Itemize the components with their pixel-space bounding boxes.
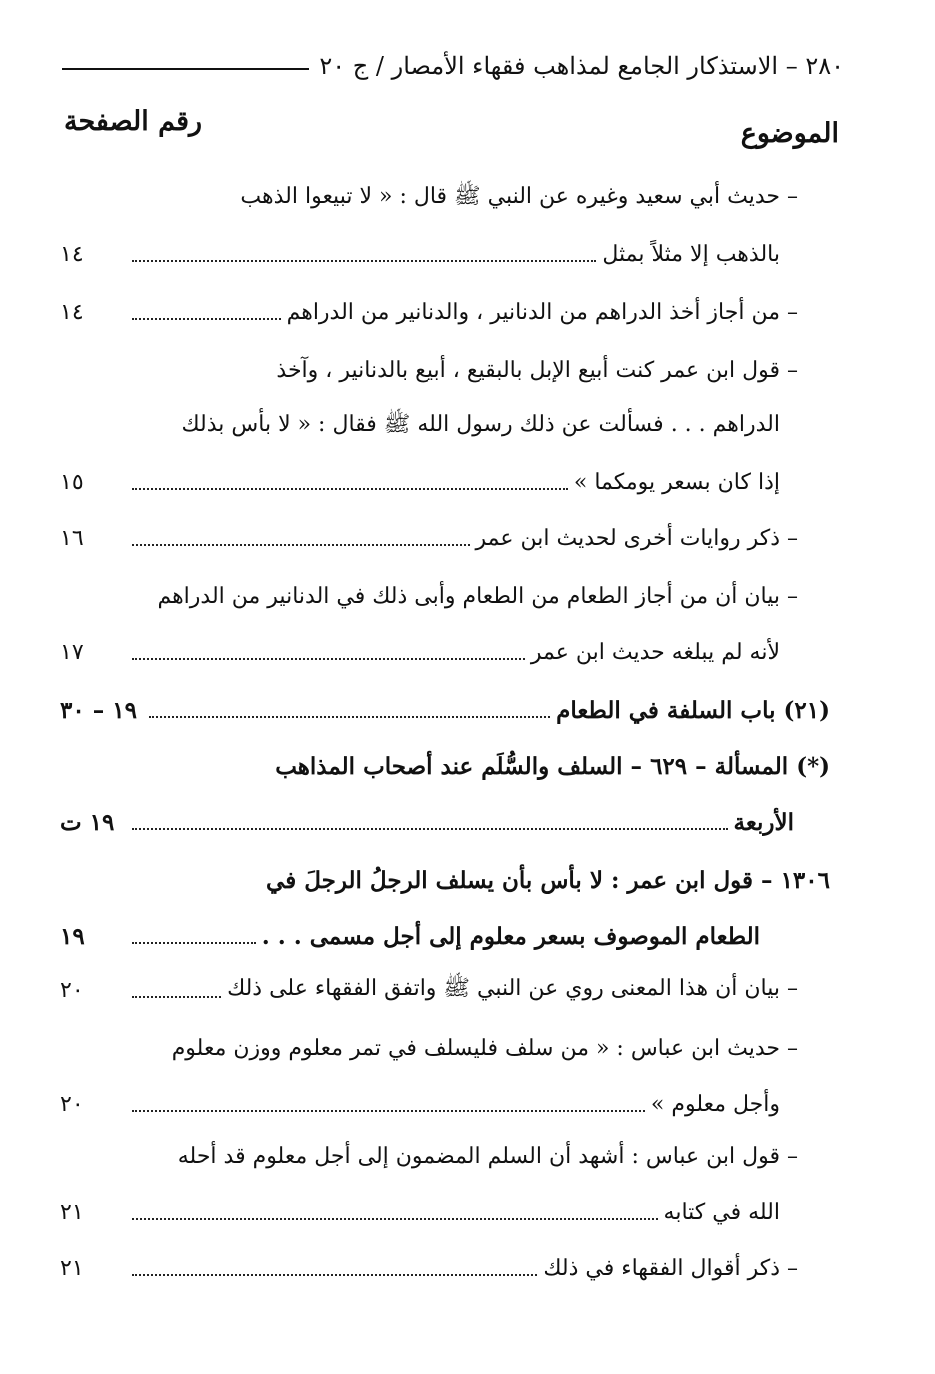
- entry-text: إذا كان بسعر يومكما »: [573, 469, 780, 495]
- leader-dots: [132, 488, 568, 490]
- entry-text: الله في كتابه: [663, 1199, 780, 1225]
- toc-entry: [60, 1020, 798, 1132]
- entry-text: وأجل معلوم »: [650, 1091, 780, 1117]
- toc-entry: [60, 1128, 798, 1240]
- entry-page-number: ٢١: [60, 1199, 84, 1225]
- toc-entry: [60, 962, 798, 1018]
- leader-dots: [132, 318, 281, 320]
- entry-page-number: ٢١: [60, 1255, 84, 1281]
- running-header: [62, 52, 844, 88]
- entry-text: ١٣٠٦ – قول ابن عمر : لا بأس بأن يسلف الرجلُ الرجلَ في: [266, 866, 830, 894]
- entry-page-number: ١٩ ت: [60, 808, 115, 836]
- toc-issue-entry: [60, 738, 830, 850]
- entry-page-number: ٢٠: [60, 977, 84, 1003]
- toc-numbered-entry: [60, 852, 830, 964]
- leader-dots: [132, 1110, 645, 1112]
- entry-text: (٢١) باب السلفة في الطعام: [556, 696, 830, 724]
- toc-chapter-entry: [60, 682, 830, 738]
- entry-text: لأنه لم يبلغه حديث ابن عمر: [530, 639, 780, 665]
- entry-page-number: ١٧: [60, 639, 84, 665]
- entry-text: – من أجاز أخذ الدراهم من الدنانير ، والدنانير من الدراهم: [286, 299, 798, 325]
- entry-text: (*) المسألة – ٦٢٩ – السلف والسُّلَم عند أصحاب المذاهب: [275, 752, 830, 780]
- entry-text: – قول ابن عباس : أشهد أن السلم المضمون إلى أجل معلوم قد أحله: [177, 1143, 798, 1169]
- toc-entry: [60, 568, 798, 680]
- running-title: ٢٨٠ – الاستذكار الجامع لمذاهب فقهاء الأمصار / ج ٢٠: [309, 52, 844, 80]
- entry-page-number: ١٩ – ٣٠: [60, 696, 137, 724]
- toc-entry: [60, 510, 798, 566]
- toc-entry: [60, 342, 798, 510]
- leader-dots: [132, 1274, 537, 1276]
- leader-dots: [132, 1218, 658, 1220]
- leader-dots: [149, 716, 550, 718]
- leader-dots: [132, 260, 596, 262]
- entry-text: – ذكر أقوال الفقهاء في ذلك: [543, 1255, 798, 1281]
- entry-text: بالذهب إلا مثلاً بمثل: [602, 241, 780, 267]
- entry-text: – ذكر روايات أخرى لحديث ابن عمر: [475, 525, 798, 551]
- leader-dots: [132, 996, 221, 998]
- entry-text: الدراهم . . . فسألت عن ذلك رسول الله ﷺ فقال : « لا بأس بذلك: [181, 412, 780, 437]
- entry-text: الطعام الموصوف بسعر معلوم إلى أجل مسمى . . .: [261, 922, 760, 950]
- toc-entry: [60, 1240, 798, 1296]
- entry-text: – حديث ابن عباس : « من سلف فليسلف في تمر معلوم ووزن معلوم: [171, 1035, 798, 1061]
- entry-text: الأربعة: [733, 808, 794, 836]
- leader-dots: [132, 942, 256, 944]
- entry-page-number: ٢٠: [60, 1091, 84, 1117]
- entry-page-number: ١٥: [60, 469, 84, 495]
- leader-dots: [132, 544, 470, 546]
- topic-column-heading: الموضوع: [740, 118, 839, 149]
- toc-entry: [60, 170, 798, 282]
- leader-dots: [132, 828, 728, 830]
- entry-page-number: ١٤: [60, 241, 84, 267]
- entry-text: – بيان أن هذا المعنى روي عن النبي ﷺ واتفق الفقهاء على ذلك: [227, 976, 798, 1001]
- entry-page-number: ١٤: [60, 299, 84, 325]
- entry-text: – قول ابن عمر كنت أبيع الإبل بالبقيع ، أبيع بالدنانير ، وآخذ: [276, 357, 798, 383]
- entry-page-number: ١٩: [60, 922, 85, 950]
- entry-text: – حديث أبي سعيد وغيره عن النبي ﷺ قال : « لا تبيعوا الذهب: [240, 184, 798, 209]
- page-column-heading: رقم الصفحة: [64, 106, 203, 137]
- entry-text: – بيان أن من أجاز الطعام من الطعام وأبى ذلك في الدنانير من الدراهم: [157, 583, 798, 609]
- toc-entry: [60, 284, 798, 340]
- leader-dots: [132, 658, 525, 660]
- entry-page-number: ١٦: [60, 525, 84, 551]
